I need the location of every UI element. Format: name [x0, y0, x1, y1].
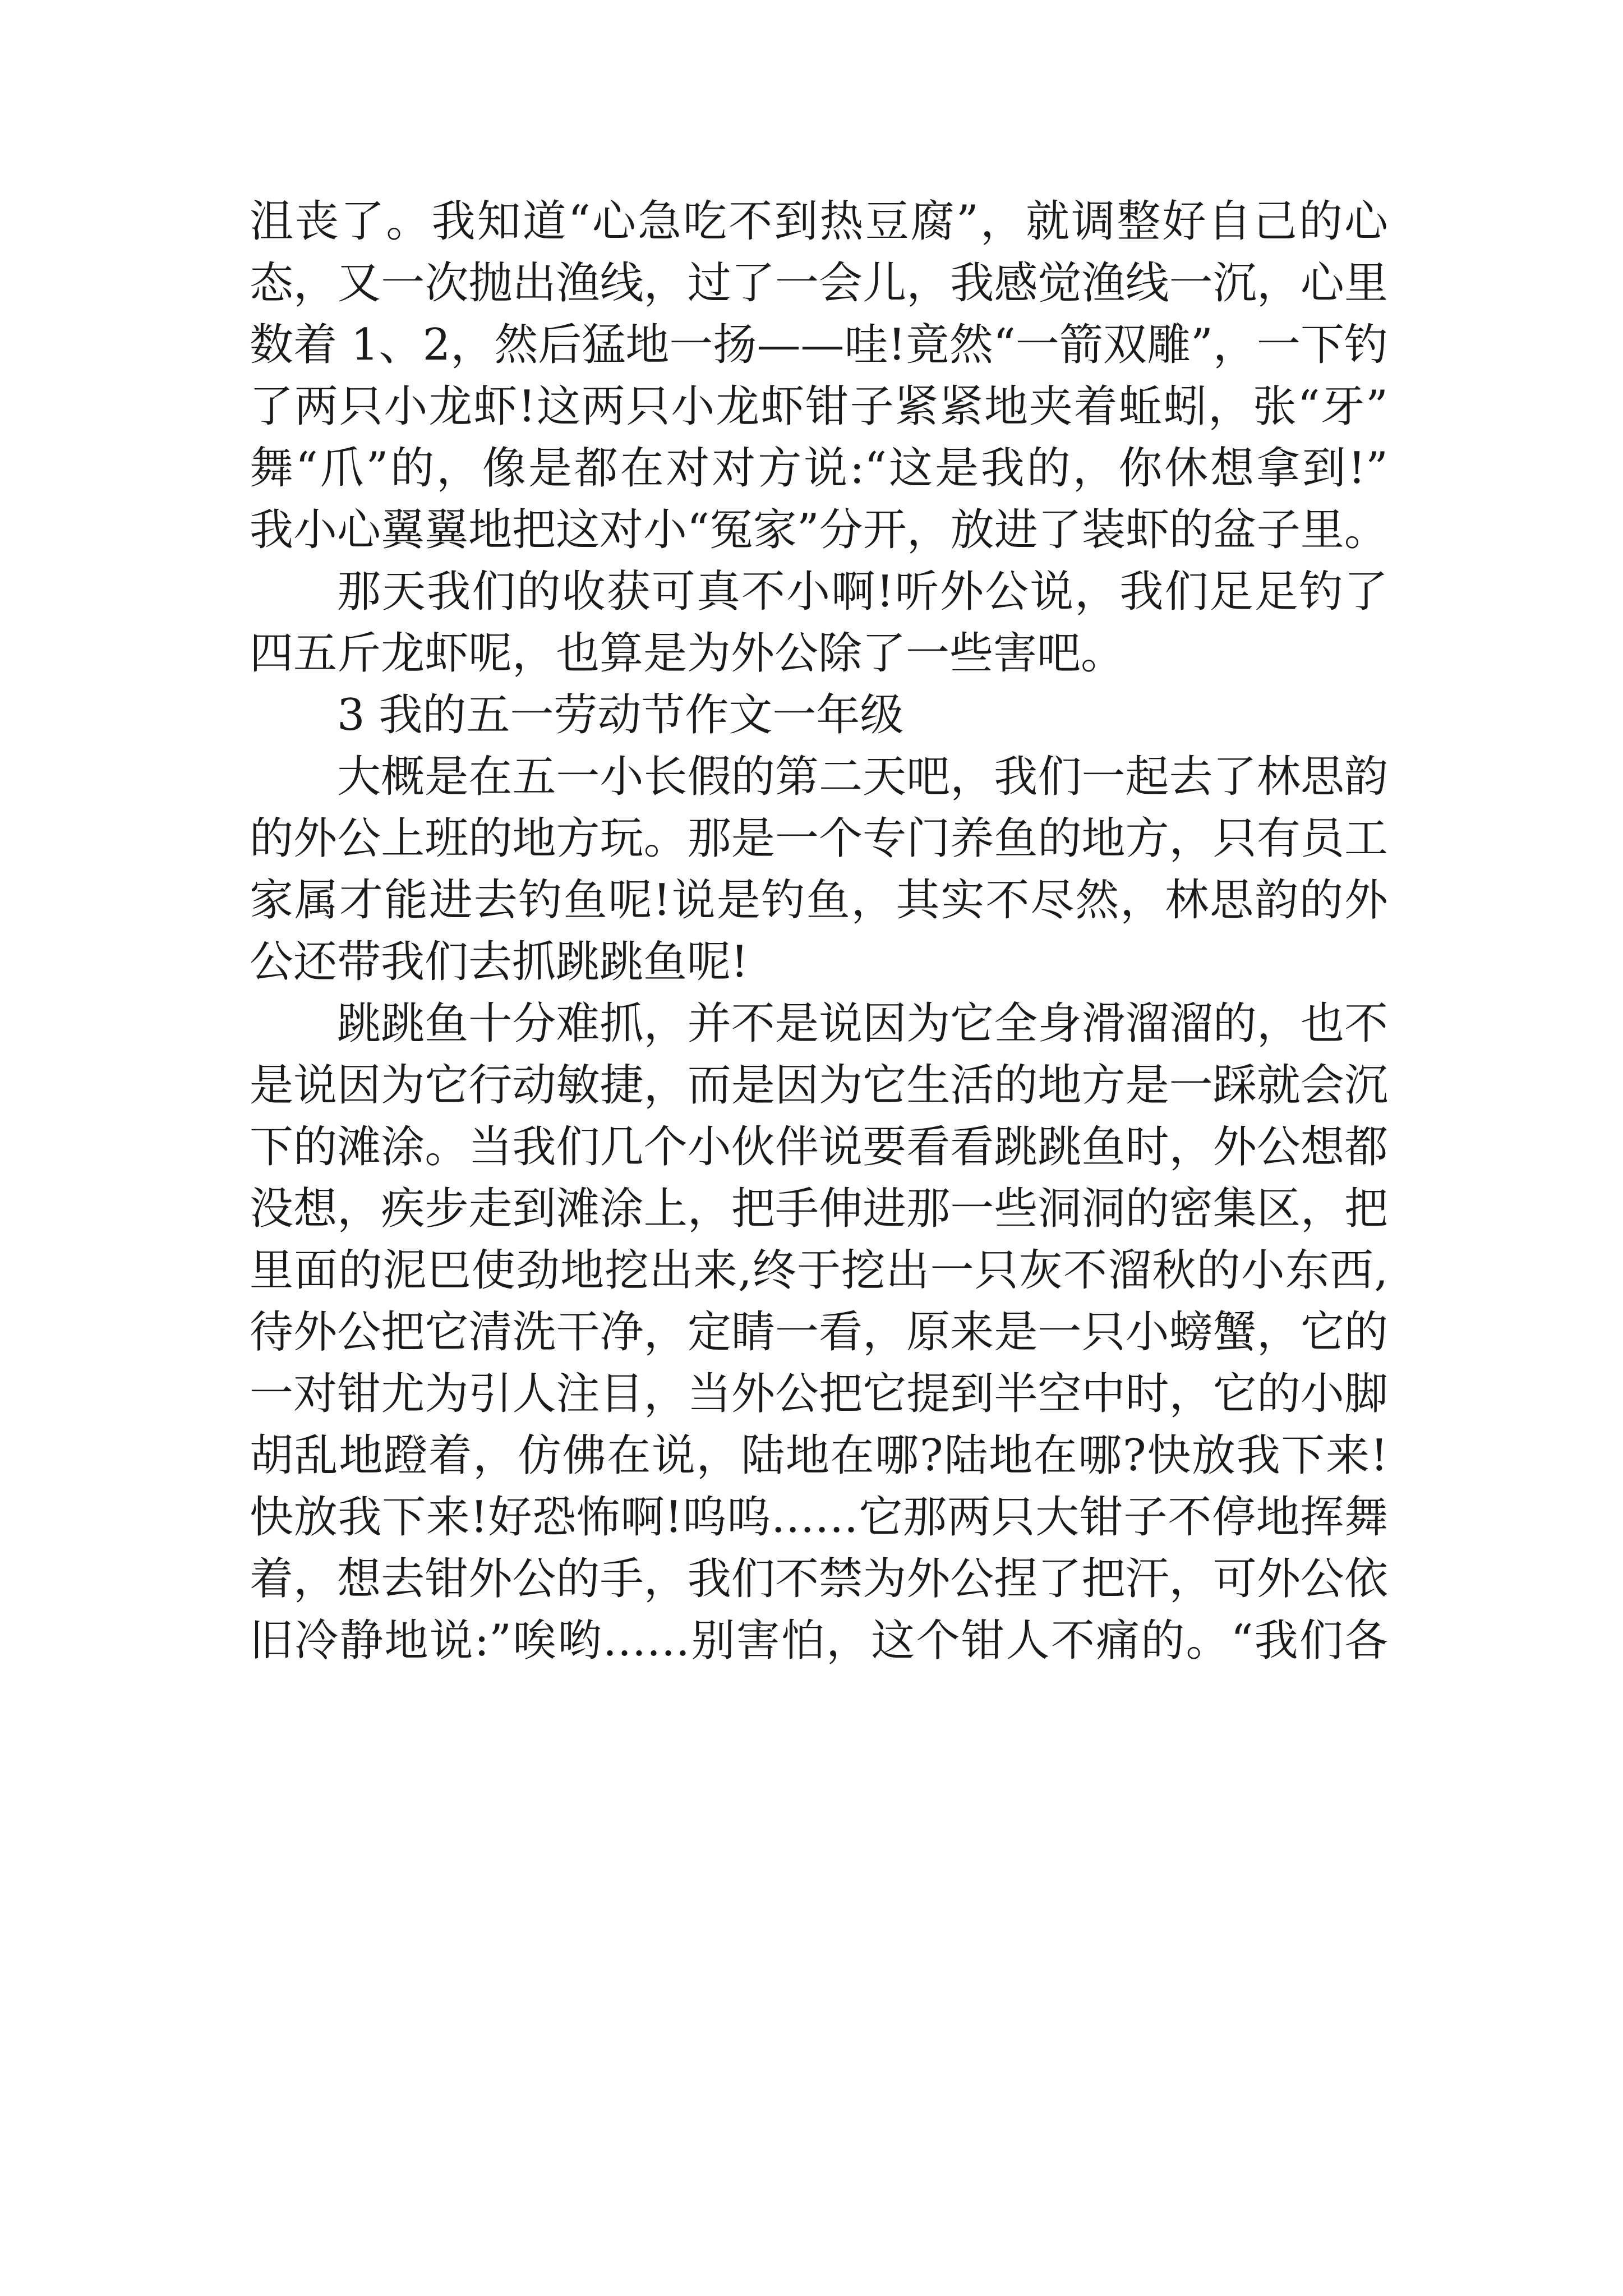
essay-body — [250, 191, 1388, 1672]
text-line: 沮丧了。我知道“心急吃不到热豆腐”，就调整好自己的心 — [250, 196, 1388, 247]
text-line: 大概是在五一小长假的第二天吧，我们一起去了林思韵 — [337, 752, 1388, 802]
text-line: 下的滩涂。当我们几个小伙伴说要看看跳跳鱼时，外公想都 — [250, 1122, 1388, 1172]
text-line: 快放我下来!好恐怖啊!呜呜……它那两只大钳子不停地挥舞 — [250, 1492, 1388, 1543]
text-line: 没想，疾步走到滩涂上，把手伸进那一些洞洞的密集区，把 — [250, 1184, 1388, 1234]
text-line: 的外公上班的地方玩。那是一个专门养鱼的地方，只有员工 — [250, 813, 1388, 864]
text-line: 那天我们的收获可真不小啊!听外公说，我们足足钓了 — [337, 567, 1388, 617]
text-line: 胡乱地蹬着，仿佛在说，陆地在哪?陆地在哪?快放我下来! — [250, 1430, 1388, 1481]
text-line: 一对钳尤为引人注目，当外公把它提到半空中时，它的小脚 — [250, 1369, 1388, 1419]
text-line: 态，又一次抛出渔线，过了一会儿，我感觉渔线一沉，心里 — [250, 258, 1388, 309]
text-line: 我小心翼翼地把这对小“冤家”分开，放进了装虾的盆子里。 — [250, 505, 1388, 555]
text-line: 公还带我们去抓跳跳鱼呢! — [250, 937, 749, 987]
text-line: 四五斤龙虾呢，也算是为外公除了一些害吧。 — [250, 628, 1125, 679]
text-line: 数着 1、2，然后猛地一扬——哇!竟然“一箭双雕”，一下钓 — [250, 320, 1388, 370]
text-line: 着，想去钳外公的手，我们不禁为外公捏了把汗，可外公依 — [250, 1554, 1388, 1604]
section-heading: 3 我的五一劳动节作文一年级 — [337, 690, 904, 740]
text-line: 待外公把它清洗干净，定睛一看，原来是一只小螃蟹，它的 — [250, 1307, 1388, 1358]
text-line: 舞“爪”的，像是都在对对方说:“这是我的，你休想拿到!” — [250, 443, 1388, 494]
text-line: 是说因为它行动敏捷，而是因为它生活的地方是一踩就会沉 — [250, 1060, 1388, 1111]
text-line: 旧冷静地说:”唉哟……别害怕，这个钳人不痛的。“我们各 — [250, 1616, 1388, 1666]
text-line: 跳跳鱼十分难抓，并不是说因为它全身滑溜溜的，也不 — [337, 999, 1388, 1049]
text-line: 家属才能进去钓鱼呢!说是钓鱼，其实不尽然，林思韵的外 — [250, 875, 1388, 926]
text-line: 里面的泥巴使劲地挖出来,终于挖出一只灰不溜秋的小东西, — [250, 1245, 1388, 1296]
text-line: 了两只小龙虾!这两只小龙虾钳子紧紧地夹着蚯蚓，张“牙” — [250, 381, 1388, 432]
